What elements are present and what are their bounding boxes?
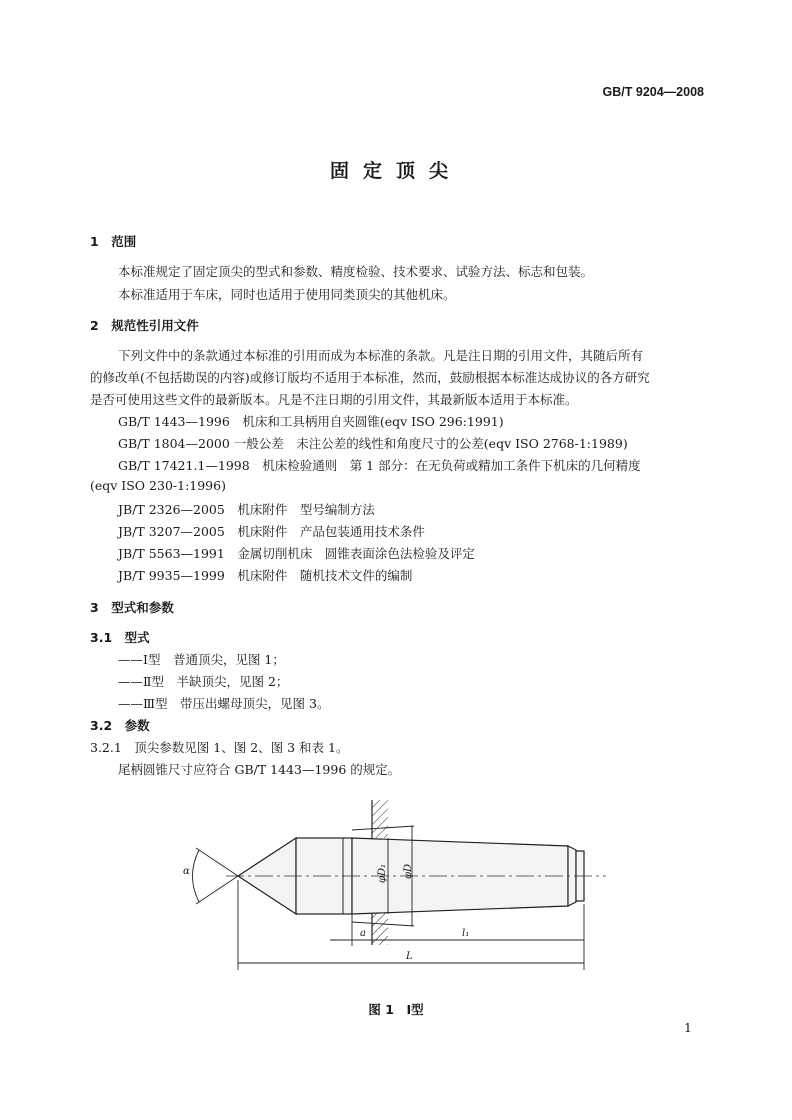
figure-caption: 图 1 Ⅰ型 xyxy=(368,1002,424,1017)
label-l1: l₁ xyxy=(462,928,470,939)
paragraph: 的修改单(不包括勘误的内容)或修订版均不适用于本标准，然而，鼓励根据本标准达成协议的各方研究 xyxy=(90,370,650,385)
paragraph: 下列文件中的条款通过本标准的引用而成为本标准的条款。凡是注日期的引用文件，其随后所有 xyxy=(118,348,644,363)
section-1-heading: 1 范围 xyxy=(90,234,137,249)
reference-item: GB/T 1443—1996 机床和工具柄用自夹圆锥(eqv ISO 296:1991) xyxy=(118,414,504,429)
reference-item: GB/T 17421.1—1998 机床检验通则 第 1 部分：在无负荷或精加工条件下机床的几何精度 xyxy=(118,458,641,473)
label-alpha: α xyxy=(183,866,190,877)
label-d: φD xyxy=(403,863,415,880)
reference-item: GB/T 1804—2000 一般公差 未注公差的线性和角度尺寸的公差(eqv ISO 2768-1:1989) xyxy=(118,436,628,451)
label-d1: φD₁ xyxy=(377,863,389,884)
type-item: ——Ⅱ型 半缺顶尖，见图 2； xyxy=(118,674,289,689)
paragraph: 尾柄圆锥尺寸应符合 GB/T 1443—1996 的规定。 xyxy=(118,762,401,777)
paragraph: 3.2.1 顶尖参数见图 1、图 2、图 3 和表 1。 xyxy=(90,740,349,755)
section-3-heading: 3 型式和参数 xyxy=(90,600,174,615)
document-title: 固定顶尖 xyxy=(329,160,462,182)
paragraph: 本标准规定了固定顶尖的型式和参数、精度检验、技术要求、试验方法、标志和包装。 xyxy=(118,264,594,279)
type-item: ——Ⅰ型 普通顶尖，见图 1； xyxy=(118,652,285,667)
section-2-heading: 2 规范性引用文件 xyxy=(90,318,199,333)
standard-number: GB/T 9204—2008 xyxy=(602,85,704,99)
reference-item: (eqv ISO 230-1:1996) xyxy=(90,478,226,493)
reference-item: JB/T 3207—2005 机床附件 产品包装通用技术条件 xyxy=(118,524,425,539)
label-L: L xyxy=(406,951,413,962)
section-3-2-heading: 3.2 参数 xyxy=(90,718,150,733)
reference-item: JB/T 5563—1991 金属切削机床 圆锥表面涂色法检验及评定 xyxy=(118,546,475,561)
reference-item: JB/T 9935—1999 机床附件 随机技术文件的编制 xyxy=(118,568,413,583)
paragraph: 是否可使用这些文件的最新版本。凡是不注日期的引用文件，其最新版本适用于本标准。 xyxy=(90,392,578,407)
reference-item: JB/T 2326—2005 机床附件 型号编制方法 xyxy=(118,502,375,517)
section-3-1-heading: 3.1 型式 xyxy=(90,630,150,645)
paragraph: 本标准适用于车床，同时也适用于使用同类顶尖的其他机床。 xyxy=(118,287,456,302)
type-item: ——Ⅲ型 带压出螺母顶尖，见图 3。 xyxy=(118,696,330,711)
page-number: 1 xyxy=(684,1020,692,1035)
label-a: a xyxy=(360,928,366,939)
